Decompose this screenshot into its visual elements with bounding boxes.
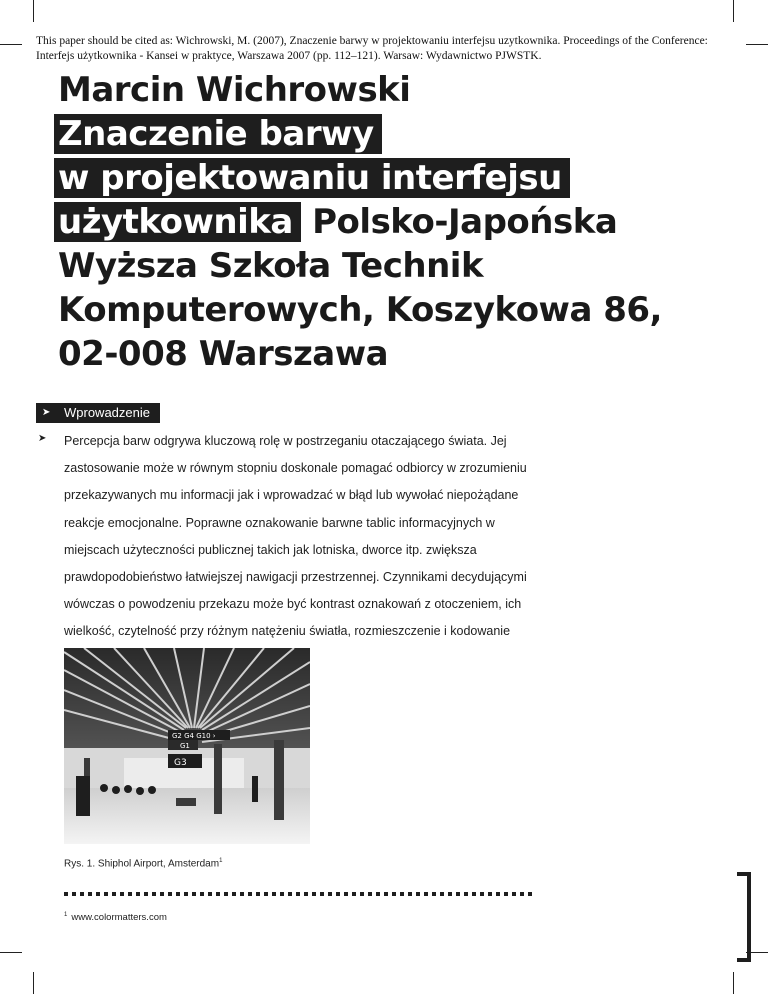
crop-mark: [0, 952, 22, 953]
crop-mark: [0, 44, 22, 45]
crop-mark: [33, 972, 34, 994]
footnote-ref: 1: [219, 858, 223, 864]
section-heading-label: Wprowadzenie: [64, 405, 150, 420]
crop-mark: [746, 44, 768, 45]
affiliation: Polsko-Japońska: [312, 202, 618, 242]
footnote-divider: [64, 892, 534, 896]
footnote: [64, 912, 167, 923]
airport-photo: [64, 648, 310, 844]
footnote-link[interactable]: www.colormatters.com: [71, 912, 167, 924]
sign-label: G2 G4 G10 ›: [172, 732, 216, 740]
figure-caption: [64, 858, 222, 869]
footnote-number: 1: [64, 912, 68, 918]
title-block: [58, 68, 678, 376]
crop-mark: [733, 0, 734, 22]
page-bracket: [737, 872, 751, 962]
section-heading: [36, 403, 160, 423]
affiliation: 02-008 Warszawa: [58, 334, 389, 374]
sign-label: G3: [174, 758, 187, 768]
crop-mark: [33, 0, 34, 22]
affiliation: Komputerowych, Koszykowa 86,: [58, 290, 662, 330]
crop-mark: [733, 972, 734, 994]
paper-title: w projektowaniu interfejsu: [54, 158, 570, 198]
body-paragraph: Percepcja barw odgrywa kluczową rolę w postrzeganiu otaczającego świata. Jej zastosowanie może w równym stopniu doskonale pomagać odbiorcy w zrozumieniu przekazywanych mu informacji jak i wprowadzać w błąd lub wywołać niepożądane reakcje emocjonalne. Poprawne oznakowanie barwne tablic informacyjnych w miejscach użyteczności publicznej takich jak lotniska, dworce itp. zwiększa prawdopodobieństwo łatwiejszej nawigacji przestrzennej. Czynnikami decydującymi wówczas o powodzeniu przekazu może być kontrast oznakowań z otoczeniem, ich wielkość, czytelność przy różnym natężeniu światła, rozmieszczenie i kodowanie: [64, 434, 527, 639]
affiliation: Wyższa Szkoła Technik: [58, 246, 484, 286]
citation-note: This paper should be cited as: Wichrowski, M. (2007), Znaczenie barwy w projektowaniu interfejsu uzytkownika. Proceedings of the Conference: Interfejs użytkownika - Kansei w praktyce, Warszawa 2007 (pp. 112–121). Warsaw: Wydawnictwo PJWSTK.: [36, 35, 708, 62]
sign-label: G1: [180, 742, 190, 750]
paper-title: Znaczenie barwy: [54, 114, 382, 154]
figure-caption-text: Rys. 1. Shiphol Airport, Amsterdam: [64, 858, 220, 870]
author-name: Marcin Wichrowski: [58, 70, 411, 110]
arrow-right-icon: ➤: [42, 407, 51, 418]
arrow-right-icon: ➤: [38, 433, 47, 444]
paper-title: użytkownika: [54, 202, 301, 242]
